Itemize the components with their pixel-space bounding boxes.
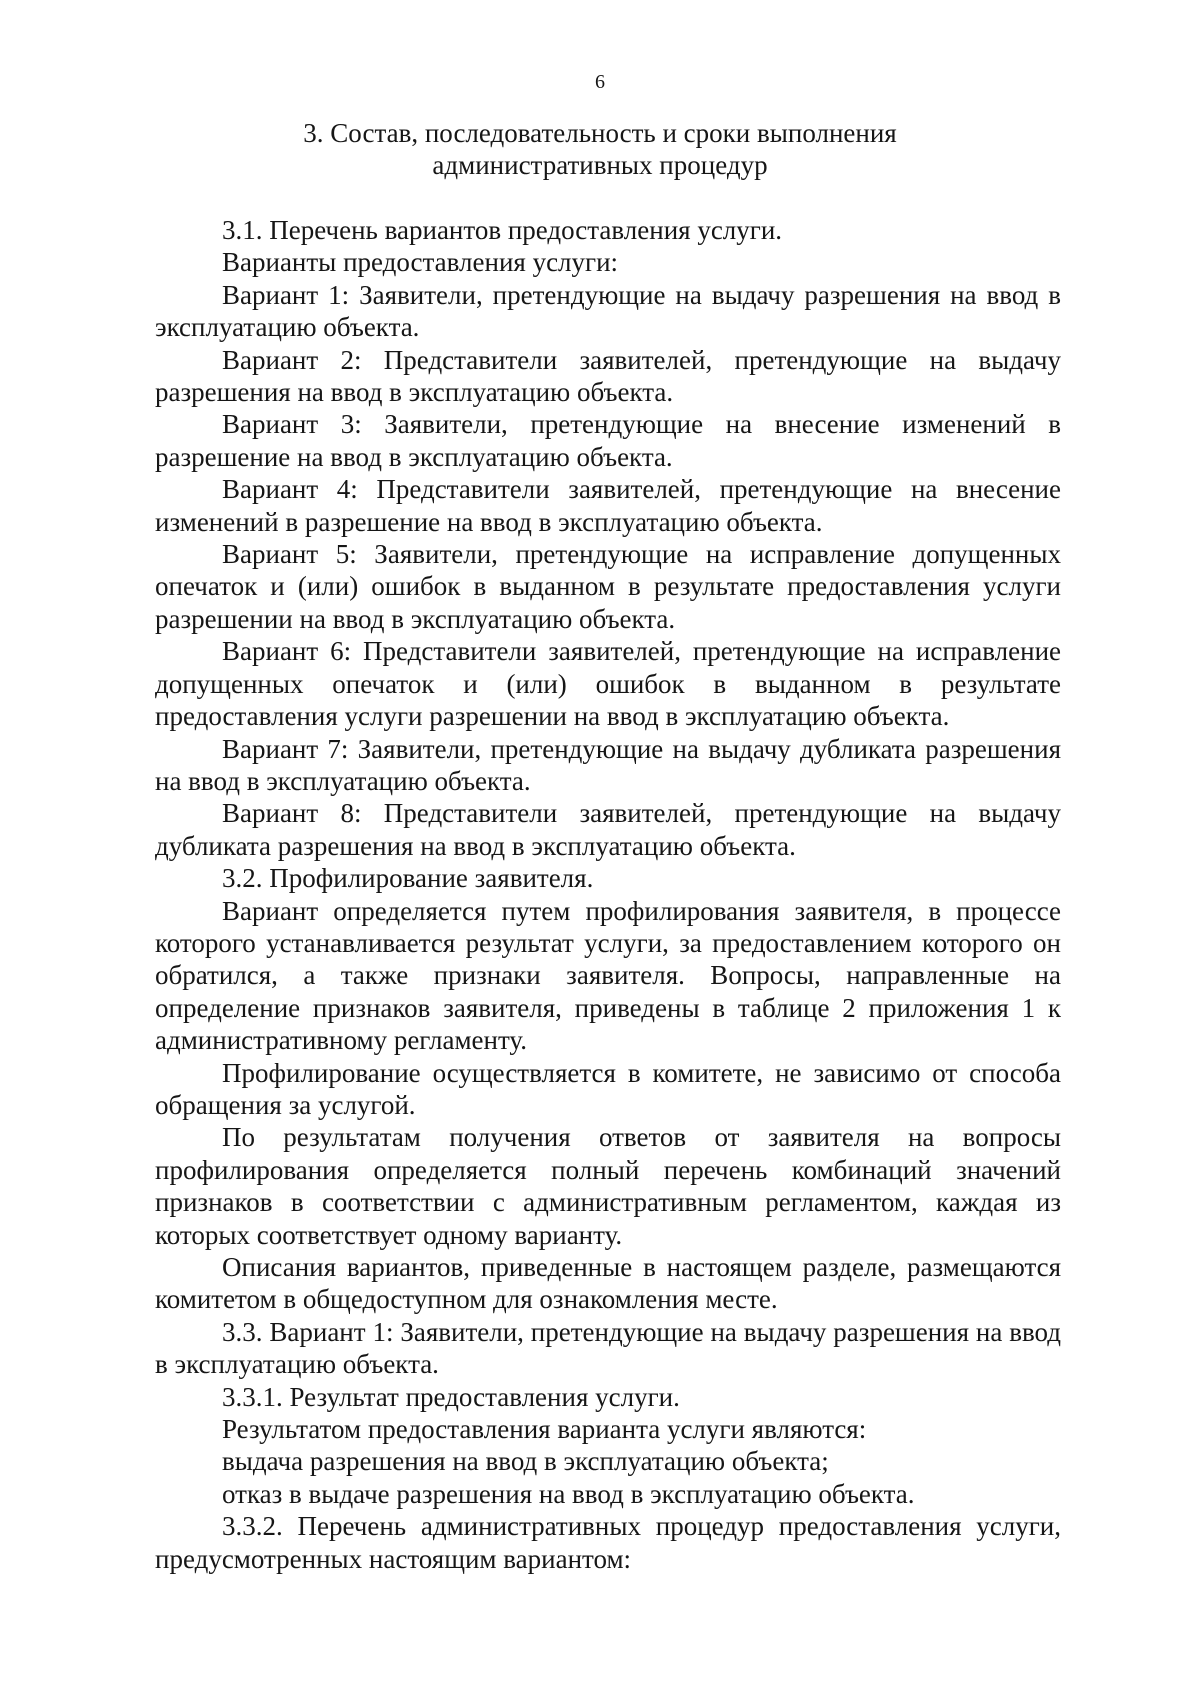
paragraph: 3.3. Вариант 1: Заявители, претендующие на выдачу разрешения на ввод в эксплуатацию объекта. [155, 1316, 1061, 1380]
section-title-line-1: 3. Состав, последовательность и сроки выполнения [303, 118, 897, 148]
section-title-line-2: административных процедур [432, 150, 768, 180]
paragraph: 3.1. Перечень вариантов предоставления услуги. [222, 215, 783, 245]
paragraph: Вариант 8: Представители заявителей, претендующие на выдачу дубликата разрешения на ввод в эксплуатацию объекта. [155, 798, 1061, 861]
paragraph: Вариант 7: Заявители, претендующие на выдачу дубликата разрешения на ввод в эксплуатацию объекта. [155, 733, 1061, 796]
paragraph: Результатом предоставления варианта услуги являются: [222, 1414, 867, 1445]
paragraph: Вариант 4: Представители заявителей, претендующие на внесение изменений в разрешение на ввод в эксплуатацию объекта. [155, 474, 1061, 537]
paragraph: 3.2. Профилирование заявителя. [222, 863, 594, 894]
paragraph: 3.3.1. Результат предоставления услуги. [222, 1381, 680, 1412]
document-body [155, 214, 1061, 1575]
section-title [150, 117, 1050, 181]
paragraph: Описания вариантов, приведенные в настоящем разделе, размещаются комитетом в общедоступном для ознакомления месте. [155, 1252, 1061, 1315]
paragraph: Вариант 1: Заявители, претендующие на выдачу разрешения на ввод в эксплуатацию объекта. [155, 279, 1061, 343]
paragraph: Вариант 5: Заявители, претендующие на исправление допущенных опечаток и (или) ошибок в выданном в результате предоставления услуги разрешении на ввод в эксплуатацию объекта. [155, 539, 1061, 634]
paragraph: отказ в выдаче разрешения на ввод в эксплуатацию объекта. [222, 1478, 915, 1509]
paragraph: Вариант 6: Представители заявителей, претендующие на исправление допущенных опечаток и (или) ошибок в выданном в результате предоставления услуги разрешении на ввод в эксплуатацию объекта. [155, 636, 1061, 732]
paragraph: Вариант 3: Заявители, претендующие на внесение изменений в разрешение на ввод в эксплуатацию объекта. [155, 409, 1061, 472]
paragraph: Вариант определяется путем профилирования заявителя, в процессе которого устанавливается результат услуги, за предоставлением которого он обратился, а также признаки заявителя. Вопросы, направленные на определение признаков заявителя, приведены в таблице 2 приложения 1 к административному регламенту. [155, 895, 1061, 1056]
page-number: 6 [595, 71, 605, 93]
paragraph: Профилирование осуществляется в комитете, не зависимо от способа обращения за услугой. [155, 1057, 1061, 1120]
paragraph: Варианты предоставления услуги: [222, 247, 619, 278]
paragraph: Вариант 2: Представители заявителей, претендующие на выдачу разрешения на ввод в эксплуатацию объекта. [155, 344, 1061, 408]
paragraph: По результатам получения ответов от заявителя на вопросы профилирования определяется полный перечень комбинаций значений признаков в соответствии с административным регламентом, каждая из которых соответствует одному варианту. [155, 1122, 1061, 1250]
paragraph: 3.3.2. Перечень административных процедур предоставления услуги, предусмотренных настоящим вариантом: [155, 1511, 1061, 1574]
paragraph: выдача разрешения на ввод в эксплуатацию объекта; [222, 1446, 829, 1477]
